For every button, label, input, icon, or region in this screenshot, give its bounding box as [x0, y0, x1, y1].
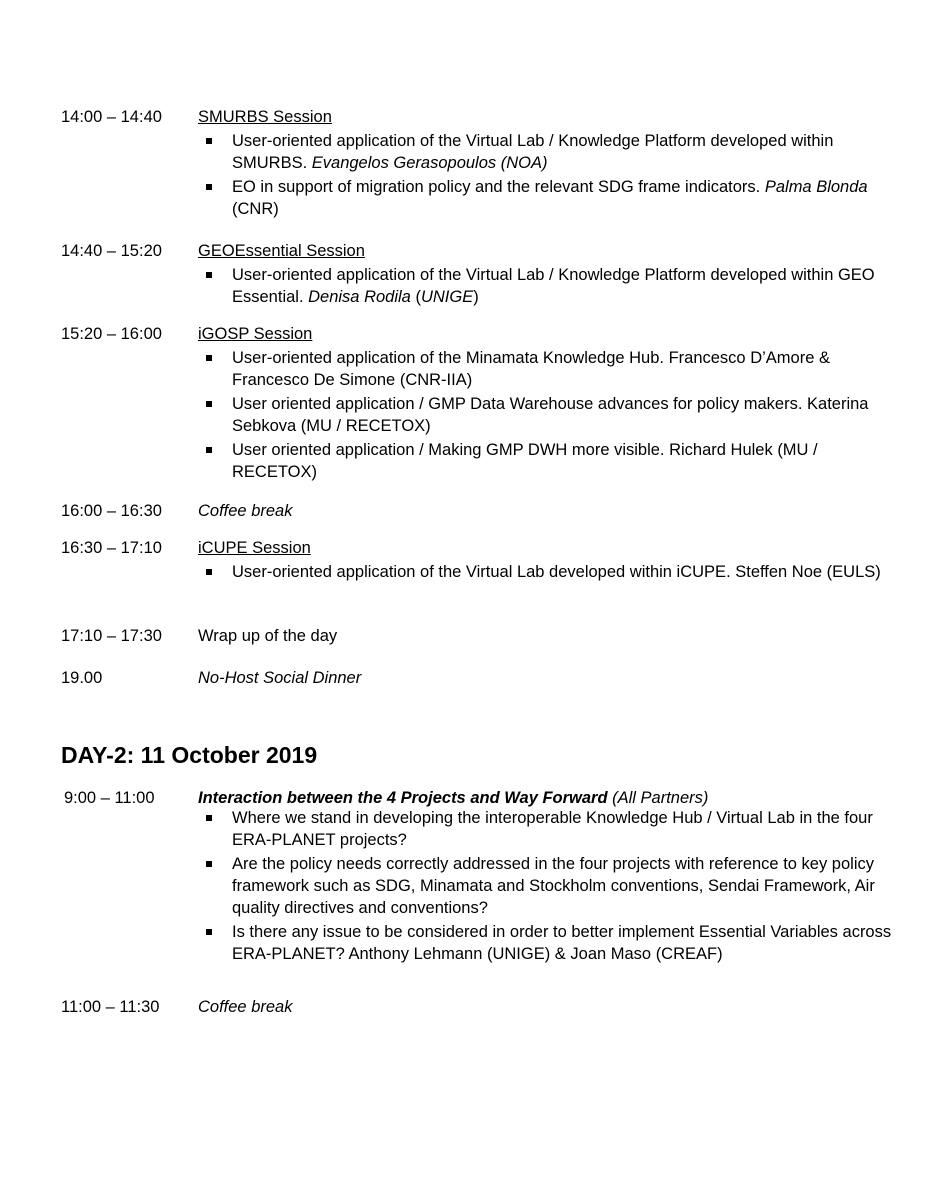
- list-item: [206, 176, 896, 220]
- item-speaker: Palma Blonda: [764, 178, 868, 196]
- session-items: [206, 347, 896, 483]
- session-time: 15:20 – 16:00: [61, 325, 162, 343]
- item-text: User-oriented application of the Virtual Lab developed within iCUPE. Steffen Noe (EULS): [232, 563, 881, 581]
- session-items: [206, 130, 896, 220]
- break-time: 11:00 – 11:30: [61, 998, 160, 1016]
- session-title: iCUPE Session: [198, 539, 311, 557]
- item-affiliation-close: ): [473, 288, 479, 306]
- item-text: Is there any issue to be considered in order to better implement Essential Variables across ERA-PLANET? Anthony Lehmann (UNIGE) & Joan Maso (CREAF): [232, 923, 892, 963]
- bullet-icon: [206, 401, 212, 407]
- bullet-icon: [206, 815, 212, 821]
- list-item: [206, 130, 896, 174]
- item-text: Are the policy needs correctly addressed in the four projects with reference to key policy framework such as SDG, Minamata and Stockholm conventions, Sendai Framework, Air quality directives and conventions?: [232, 855, 875, 917]
- list-item: [206, 347, 896, 391]
- item-speaker: Denisa Rodila: [308, 288, 411, 306]
- session-time: 16:30 – 17:10: [61, 539, 162, 557]
- list-item: [206, 853, 896, 919]
- list-item: [206, 393, 896, 437]
- list-item: [206, 561, 896, 583]
- item-text: User-oriented application of the Minamata Knowledge Hub. Francesco D’Amore & Francesco De Simone (CNR-IIA): [232, 349, 830, 389]
- bullet-icon: [206, 861, 212, 867]
- item-affiliation-open: (: [410, 288, 421, 306]
- dinner-time: 19.00: [61, 669, 103, 687]
- session-items: [206, 264, 896, 308]
- session-items: [206, 561, 896, 583]
- session-title: GEOEssential Session: [198, 242, 365, 260]
- list-item: [206, 807, 896, 851]
- bullet-icon: [206, 184, 212, 190]
- session-title: Interaction between the 4 Projects and Way Forward: [198, 789, 608, 807]
- day-heading: DAY-2: 11 October 2019: [61, 742, 318, 768]
- wrapup-label: Wrap up of the day: [198, 627, 338, 645]
- list-item: [206, 264, 896, 308]
- dinner-label: No-Host Social Dinner: [198, 669, 362, 687]
- break-label: Coffee break: [198, 998, 293, 1016]
- item-affiliation: (CNR): [232, 200, 279, 218]
- item-text: Where we stand in developing the interoperable Knowledge Hub / Virtual Lab in the four ERA-PLANET projects?: [232, 809, 873, 849]
- item-affiliation: UNIGE: [420, 288, 474, 306]
- item-text: User oriented application / Making GMP DWH more visible. Richard Hulek (MU / RECETOX): [232, 441, 818, 481]
- bullet-icon: [206, 569, 212, 575]
- session-title-line: [198, 787, 708, 809]
- item-text: User oriented application / GMP Data Warehouse advances for policy makers. Katerina Sebkova (MU / RECETOX): [232, 395, 869, 435]
- list-item: [206, 921, 896, 965]
- session-time: 14:00 – 14:40: [61, 108, 162, 126]
- item-text: EO in support of migration policy and the relevant SDG frame indicators.: [232, 178, 765, 196]
- session-participants: (All Partners): [607, 789, 709, 807]
- bullet-icon: [206, 138, 212, 144]
- wrapup-time: 17:10 – 17:30: [61, 627, 162, 645]
- item-text: User-oriented application of the Virtual Lab / Knowledge Platform developed within SMURBS.: [232, 132, 834, 172]
- session-title: SMURBS Session: [198, 108, 332, 126]
- bullet-icon: [206, 447, 212, 453]
- bullet-icon: [206, 272, 212, 278]
- break-label: Coffee break: [198, 502, 293, 520]
- item-text: User-oriented application of the Virtual Lab / Knowledge Platform developed within GEO Essential.: [232, 266, 875, 306]
- session-items: [206, 807, 896, 965]
- item-speaker: Evangelos Gerasopoulos (NOA): [311, 154, 548, 172]
- bullet-icon: [206, 355, 212, 361]
- bullet-icon: [206, 929, 212, 935]
- session-title: iGOSP Session: [198, 325, 313, 343]
- session-time: 14:40 – 15:20: [61, 242, 162, 260]
- break-time: 16:00 – 16:30: [61, 502, 162, 520]
- list-item: [206, 439, 896, 483]
- session-time: 9:00 – 11:00: [64, 789, 155, 807]
